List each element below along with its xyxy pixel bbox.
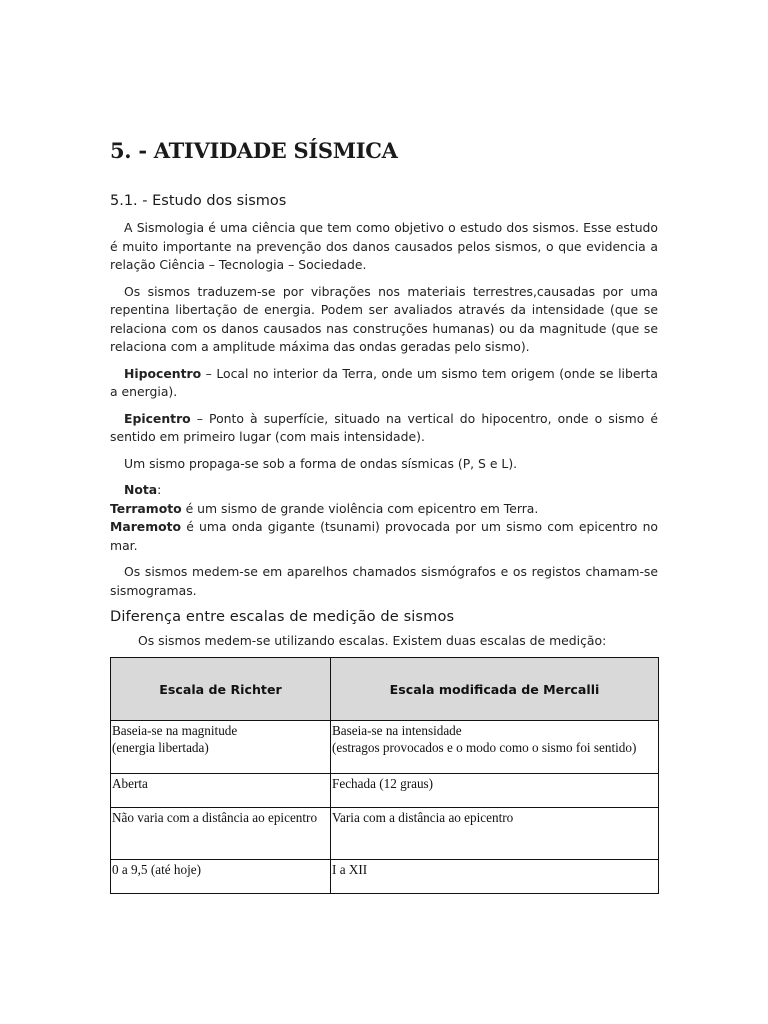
section-heading: 5.1. - Estudo dos sismos	[110, 193, 287, 209]
table-header-row	[111, 658, 659, 721]
header-richter: Escala de Richter	[111, 658, 331, 721]
paragraph-sismos: Os sismos traduzem-se por vibrações nos materiais terrestres,causadas por uma repentina libertação de energia. Podem ser avaliados através da intensidade (que se relaciona com os danos causados nas construções humanas) ou da magnitude (que se relaciona com a amplitude máxima das ondas geradas pelo sismo).	[110, 283, 658, 354]
table-cell: Baseia-se na magnitude (energia libertada)	[111, 721, 331, 774]
nota-label: Nota	[124, 482, 158, 497]
def-maremoto: é uma onda gigante (tsunami) provocada por um sismo com epicentro no mar.	[110, 519, 658, 553]
paragraph-ondas: Um sismo propaga-se sob a forma de ondas sísmicas (P, S e L).	[124, 455, 518, 471]
table-cell: I a XII	[331, 860, 659, 894]
def-hipocentro: – Local no interior da Terra, onde um sismo tem origem (onde se liberta a energia).	[110, 365, 658, 399]
definition-hipocentro	[110, 365, 658, 402]
def-terramoto: é um sismo de grande violência com epicentro em Terra.	[181, 500, 539, 516]
table-cell: Baseia-se na intensidade (estragos provocados e o modo como o sismo foi sentido)	[331, 721, 659, 774]
table-row	[111, 721, 659, 774]
header-mercalli: Escala modificada de Mercalli	[331, 658, 659, 721]
term-maremoto: Maremoto	[110, 519, 182, 534]
definition-maremoto	[110, 518, 658, 555]
table-row	[111, 774, 659, 808]
scales-table	[110, 657, 659, 894]
paragraph-sismologia: A Sismologia é uma ciência que tem como objetivo o estudo dos sismos. Esse estudo é muito importante na prevenção dos danos causados pelos sismos, o que evidencia a relação Ciência – Tecnologia – Sociedade.	[110, 220, 658, 272]
table-cell: Aberta	[111, 774, 331, 808]
def-epicentro: – Ponto à superfície, situado na vertical do hipocentro, onde o sismo é sentido em primeiro lugar (com mais intensidade).	[110, 410, 658, 444]
table-row	[111, 808, 659, 860]
table-row	[111, 860, 659, 894]
document-content	[110, 138, 658, 894]
table-cell: Fechada (12 graus)	[331, 774, 659, 808]
table-intro: Os sismos medem-se utilizando escalas. Existem duas escalas de medição:	[138, 633, 607, 648]
nota-colon: :	[157, 482, 162, 497]
table-cell: 0 a 9,5 (até hoje)	[111, 860, 331, 894]
paragraph-sismografos: Os sismos medem-se em aparelhos chamados sismógrafos e os registos chamam-se sismogramas.	[110, 564, 658, 598]
subheading-escalas: Diferença entre escalas de medição de sismos	[110, 608, 455, 625]
nota-label-line	[110, 481, 658, 500]
table-cell: Varia com a distância ao epicentro	[331, 808, 659, 860]
definition-epicentro	[110, 410, 658, 447]
term-epicentro: Epicentro	[124, 410, 191, 426]
page-title: 5. - ATIVIDADE SÍSMICA	[110, 138, 398, 163]
definition-terramoto	[110, 500, 658, 519]
term-hipocentro: Hipocentro	[124, 365, 202, 381]
table-cell: Não varia com a distância ao epicentro	[111, 808, 331, 860]
term-terramoto: Terramoto	[110, 500, 182, 516]
